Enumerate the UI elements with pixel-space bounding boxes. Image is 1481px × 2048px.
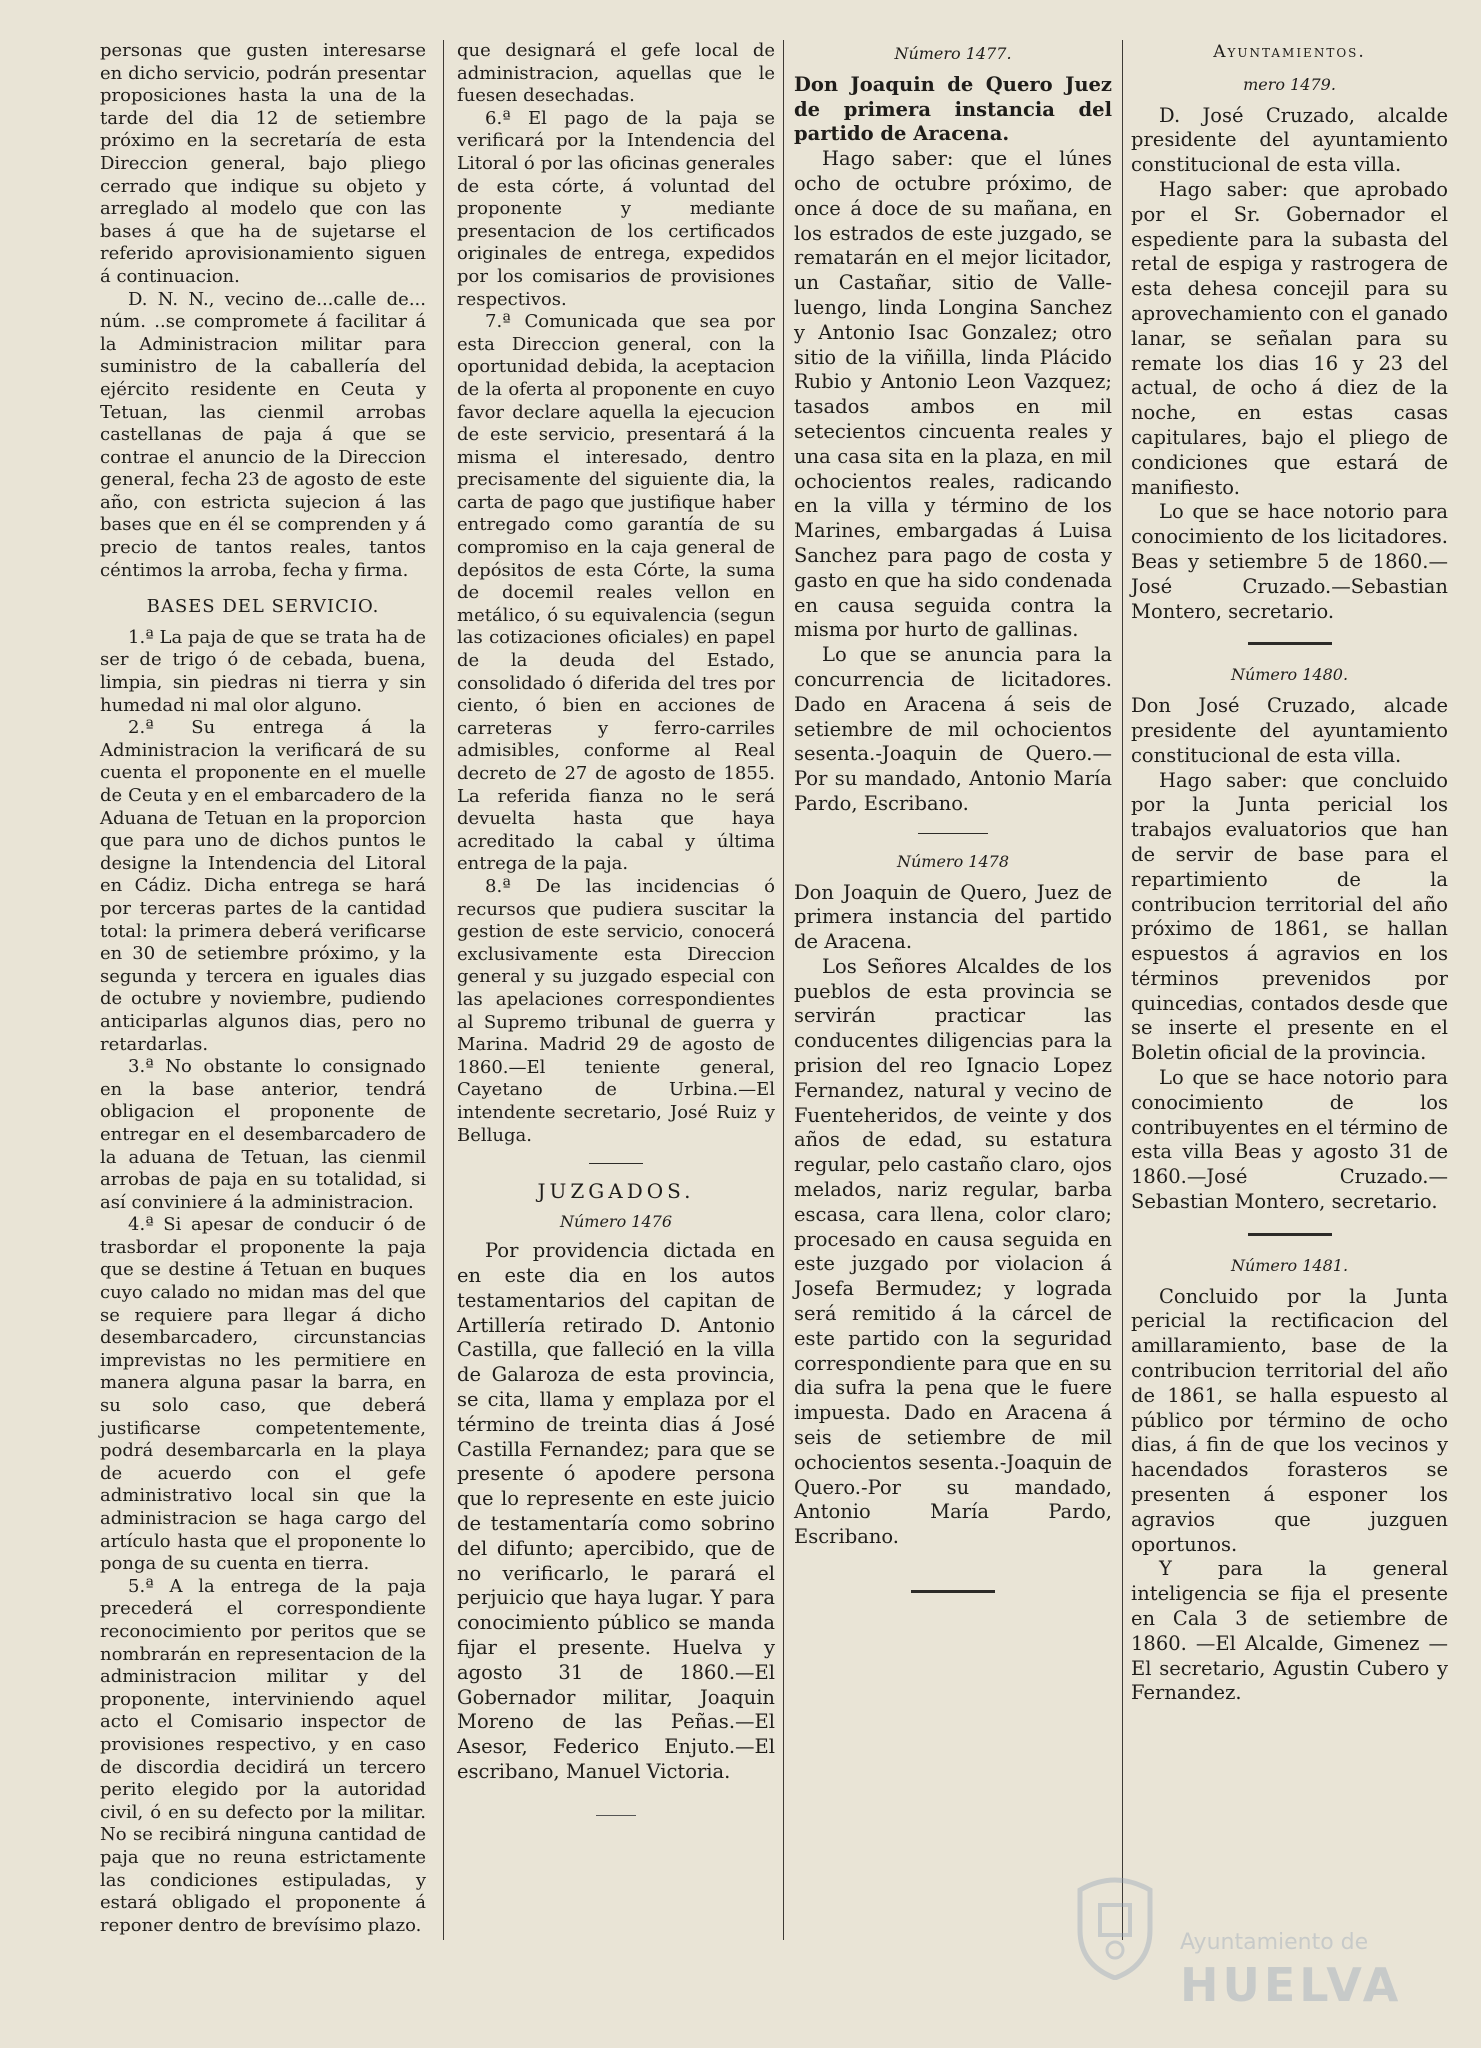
notice-number-1480: Número 1480. [1230, 665, 1349, 685]
proposal-model: D. N. N., vecino de...calle de... núm. ..se compromete á facilitar á la Administracion militar para suministro de la caballería del ejército residente en Ceuta y Tetuan, las cienmil arrobas castellanas de paja á que se contrae el anuncio de la Direccion general, fecha 23 de agosto de este año, con estricta sujecion á las bases que en él se comprenden y á precio de tantos reales, tantos céntimos la arroba, fecha y firma. [100, 288, 426, 581]
notice-1477-body: Hago saber: que el lúnes ocho de octubre próximo, de once á doce de su mañana, en los estrados de este juzgado, se rematarán en el mejor licitador, un Castañar, sitio de Valle-luengo, linda Longina Sanchez y Antonio Isac Gonzalez; otro sitio de la viñilla, linda Plácido Rubio y Antonio Leon Vazquez; tasados ambos en mil setecientos cincuenta reales y una casa sita en la plaza, en mil ochocientos reales, radicando en la villa y término de los Marines, embargadas á Luisa Sanchez para pago de costa y gasto en que ha sido condenada en causa seguida contra la misma por hurto de gallinas. [794, 147, 1112, 642]
section-heading-ayuntamientos: Ayuntamientos. [1213, 42, 1366, 62]
separator [596, 1815, 636, 1816]
notice-number-1479: mero 1479. [1243, 74, 1336, 94]
base-7: 7.ª Comunicada que sea por esta Direccion general, con la oportunidad debida, la aceptacion de la oferta al proponente en cuyo favor declare aquella la ejecucion de este servicio, presentará á la misma el interesado, dentro precisamente del siguiente dia, la carta de pago que justifique haber entregado como garantía de su compromiso en la caja general de depósitos de esta Córte, la suma de docemil reales vellon en metálico, ó su equivalencia (segun las cotizaciones oficiales) en papel de la deuda del Estado, consolidado ó diferida del tres por ciento, ó bien en acciones de carreteras y ferro-carriles admisibles, conforme al Real decreto de 27 de agosto de 1855. La referida fianza no le será devuelta hasta que haya acreditado la cabal y última entrega de la paja. [457, 311, 775, 875]
column-1 [100, 40, 426, 1937]
base-3: 3.ª No obstante lo consignado en la base anterior, tendrá obligacion el proponente de entregar en el desembarcadero de la aduana de Tetuan, las cienmil arrobas de paja en su totalidad, si así conviniere á la administracion. [100, 1056, 426, 1213]
base-4: 4.ª Si apesar de conducir ó de trasbordar el proponente la paja que se destine á Tetuan en buques cuyo calado no midan mas del que se requiere para llegar á dicho desembarcadero, circunstancias imprevistas no les permitiere en manera alguna pasar la barra, en su solo caso, que deberá justificarse competentemente, podrá desembarcarla en la playa de acuerdo con el gefe administrativo local sin que la administracion se haga cargo del artículo hasta que el proponente lo ponga de su cuenta en tierra. [100, 1214, 426, 1575]
notice-number-1481: Número 1481. [1230, 1255, 1349, 1275]
separator [589, 1163, 643, 1164]
separator [911, 1590, 995, 1593]
notice-number-1476: Número 1476 [559, 1211, 673, 1231]
notice-number-1478: Número 1478 [896, 851, 1010, 871]
column-divider [1122, 40, 1123, 1940]
column-divider [443, 40, 444, 1940]
base-5: 5.ª A la entrega de la paja precederá el correspondiente reconocimiento por peritos que se nombrarán en representacion de la administracion militar y del proponente, interviniendo aquel acto el Comisario inspector de provisiones respectivo, y en caso de discordia decidirá un tercero perito elegido por la autoridad civil, ó en su defecto por la militar. No se recibirá ninguna cantidad de paja que no reuna estrictamente las condiciones estipuladas, y estará obligado el proponente á reponer dentro de brevísimo plazo. [100, 1575, 426, 1936]
notice-1481-closing: Y para la general inteligencia se fija el presente en Cala 3 de setiembre de 1860. —El Alcalde, Gimenez —El secretario, Agustin Cubero y Fernandez. [1131, 1557, 1448, 1705]
watermark-line-1: Ayuntamiento de [1180, 1930, 1369, 1955]
intro-paragraph: personas que gusten interesarse en dicho servicio, podrán presentar proposiciones hasta la una de la tarde del dia 12 de setiembre próximo en la secretaría de esta Direccion general, bajo pliego cerrado que indique su objeto y arreglado al modelo que con las bases á que ha de sujetarse el referido aprovisionamiento siguen á continuacion. [100, 40, 426, 287]
notice-1480-closing: Lo que se hace notorio para conocimiento de los contribuyentes en el término de esta villa Beas y agosto 31 de 1860.—José Cruzado.—Sebastian Montero, secretario. [1131, 1066, 1448, 1214]
column-4 [1131, 40, 1448, 1706]
notice-1480-heading: Don José Cruzado, alcade presidente del ayuntamiento constitucional de esta villa. [1131, 694, 1448, 767]
coat-of-arms-icon [1070, 1870, 1160, 1980]
base-6: 6.ª El pago de la paja se verificará por la Intendencia del Litoral ó por las oficinas generales de esta córte, á voluntad del proponente y mediante presentacion de los certificados originales de entrega, expedidos por los comisarios de provisiones respectivos. [457, 107, 775, 310]
notice-1481-body: Concluido por la Junta pericial la rectificacion del amillaramiento, base de la contribucion territorial del año de 1861, se halla espuesto al público por término de ocho dias, á fin de que los vecinos y hacendados forasteros se presenten á esponer los agravios que juzguen oportunos. [1131, 1284, 1448, 1556]
notice-1480-body: Hago saber: que concluido por la Junta pericial los trabajos evaluatorios que han de servir de base para el repartimiento de la contribucion territorial del año próximo de 1861, se hallan espuestos á agravios en los términos prevenidos por quincedias, contados desde que se inserte el presente en el Boletin oficial de la provincia. [1131, 768, 1448, 1065]
base-1: 1.ª La paja de que se trata ha de ser de trigo ó de cebada, buena, limpia, sin piedras ni tierra y sin humedad ni mal olor alguno. [100, 626, 426, 716]
notice-1479-body: Hago saber: que aprobado por el Sr. Gobernador el espediente para la subasta del retal de espiga y rastrogera de esta dehesa concejil para su aprovechamiento con el ganado lanar, se señalan para su remate los dias 16 y 23 del actual, de ocho á diez de la noche, en estas casas capitulares, bajo el pliego de condiciones que estará de manifiesto. [1131, 177, 1448, 499]
separator [1248, 642, 1332, 645]
column-3 [794, 40, 1112, 1611]
notice-1477-heading: Don Joaquin de Quero Juez de primera instancia del partido de Aracena. [794, 72, 1112, 146]
base-8: 8.ª De las incidencias ó recursos que pudiera suscitar la gestion de este servicio, conocerá exclusivamente esta Direccion general y su juzgado especial con las apelaciones correspondientes al Supremo tribunal de guerra y Marina. Madrid 29 de agosto de 1860.—El teniente general, Cayetano de Urbina.—El intendente secretario, José Ruiz y Belluga. [457, 875, 775, 1146]
notice-1478-heading: Don Joaquin de Quero, Juez de primera instancia del partido de Aracena. [794, 880, 1112, 954]
separator [1248, 1233, 1332, 1236]
separator [918, 833, 988, 834]
notice-1478-body: Los Señores Alcaldes de los pueblos de esta provincia se servirán practicar las conducentes diligencias para la prision del reo Ignacio Lopez Fernandez, natural y vecino de Fuenteheridos, de veinte y dos años de edad, su estatura regular, pelo castaño claro, ojos melados, nariz regular, barba escasa, cara llena, color claro; procesado en causa seguida en este juzgado por violacion á Josefa Bermudez; y lograda será remitido á la cárcel de este partido con la seguridad correspondiente para que en su dia sufra la pena que le fuere impuesta. Dado en Aracena á seis de setiembre de mil ochocientos sesenta.-Joaquin de Quero.-Por su mandado, Antonio María Pardo, Escribano. [794, 954, 1112, 1549]
base-2: 2.ª Su entrega á la Administracion la verificará de su cuenta el proponente en el muelle de Ceuta y en el embarcadero de la Aduana de Tetuan en la proporcion que para uno de dichos puntos le designe la Intendencia del Litoral en Cádiz. Dicha entrega se hará por terceras partes de la cantidad total: la primera deberá verificarse en 30 de setiembre próximo, y la segunda y tercera en iguales dias de octubre y noviembre, pudiendo anticiparlas algunos dias, pero no retardarlas. [100, 717, 426, 1055]
notice-number-1477: Número 1477. [894, 44, 1012, 63]
base-5-continued: que designará el gefe local de administracion, aquellas que le fuesen desechadas. [457, 40, 775, 107]
column-2 [457, 40, 775, 1816]
notice-1479-closing: Lo que se hace notorio para conocimiento de los licitadores. Beas y setiembre 5 de 1860.—José Cruzado.—Sebastian Montero, secretario. [1131, 500, 1448, 623]
section-heading-juzgados: JUZGADOS. [537, 1179, 695, 1204]
column-divider [783, 40, 784, 1940]
notice-1479-heading: D. José Cruzado, alcalde presidente del ayuntamiento constitucional de esta villa. [1131, 103, 1448, 177]
notice-1476-body: Por providencia dictada en en este dia en los autos testamentarios del capitan de Artillería retirado D. Antonio Castilla, que falleció en la villa de Galaroza de esta provincia, se cita, llama y emplaza por el término de treinta dias á José Castilla Fernandez; para que se presente ó apodere persona que lo represente en este juicio de testamentaría como sobrino del difunto; apercibido, que de no verificarlo, le parará el perjuicio que haya lugar. Y para conocimiento público se manda fijar el presente. Huelva y agosto 31 de 1860.—El Gobernador militar, Joaquin Moreno de las Peñas.—El Asesor, Federico Enjuto.—El escribano, Manuel Victoria. [457, 1239, 775, 1784]
huelva-watermark [1060, 1830, 1420, 2030]
bases-heading: BASES DEL SERVICIO. [146, 596, 380, 618]
watermark-line-2: HUELVA [1180, 1958, 1403, 2012]
notice-1477-closing: Lo que se anuncia para la concurrencia de licitadores. Dado en Aracena á seis de setiembre de mil ochocientos sesenta.-Joaquin de Quero.—Por su mandado, Antonio María Pardo, Escribano. [794, 643, 1112, 815]
